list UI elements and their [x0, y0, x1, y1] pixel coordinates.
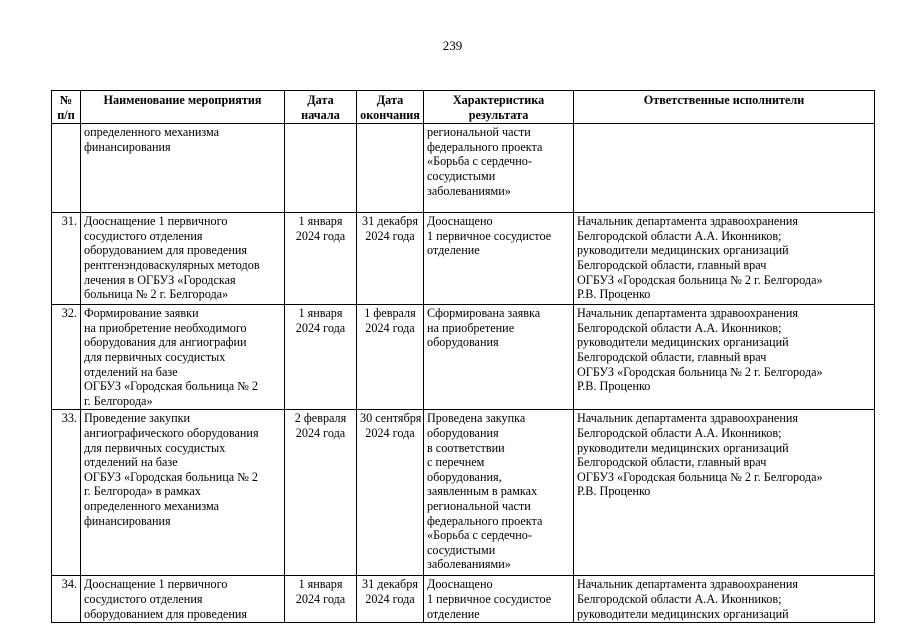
text-line: результата — [468, 107, 529, 122]
text-line: Белгородской области, главный врач — [577, 349, 767, 364]
text-line: 2024 года — [365, 320, 415, 335]
text-line: 2024 года — [295, 591, 346, 606]
text-line: п/п — [57, 107, 75, 122]
result-cell — [424, 410, 574, 576]
text-line: окончания — [360, 107, 420, 122]
text-line: 30 сентября — [360, 411, 422, 426]
responsible-cell — [574, 576, 875, 623]
text-line: Дооснащение 1 первичного — [84, 577, 228, 592]
text-line: финансирования — [84, 139, 171, 154]
text-line: на приобретение — [427, 320, 515, 335]
text-line: федерального проекта — [427, 513, 543, 528]
header-end-date — [357, 91, 424, 124]
text-line: лечения в ОГБУЗ «Городская — [84, 272, 236, 287]
text-line: 1 января — [298, 214, 343, 229]
text-line: 2024 года — [295, 425, 346, 440]
table-body — [52, 124, 875, 623]
end-date-cell — [357, 305, 424, 410]
start-date-cell — [285, 410, 357, 576]
text-line: оборудованием для проведения — [84, 606, 247, 621]
table-row — [52, 213, 875, 305]
text-line: 31 декабря — [362, 214, 418, 229]
text-line: для первичных сосудистых — [84, 440, 226, 455]
text-line: Белгородской области А.А. Иконников; — [577, 425, 782, 440]
text-line: Белгородской области А.А. Иконников; — [577, 320, 782, 335]
activity-name-cell — [81, 213, 285, 305]
text-line: для первичных сосудистых — [84, 349, 226, 364]
text-line: финансирования — [84, 513, 171, 528]
text-line: региональной части — [427, 125, 531, 140]
text-line: Белгородской области А.А. Иконников; — [577, 228, 782, 243]
text-line: Начальник департамента здравоохранения — [577, 577, 798, 592]
table-row — [52, 576, 875, 623]
activity-name-cell — [81, 576, 285, 623]
text-line: Дата — [376, 93, 404, 107]
text-line: 2024 года — [295, 228, 346, 243]
text-line: Начальник департамента здравоохранения — [577, 306, 798, 321]
text-line: отделений на базе — [84, 364, 178, 379]
text-line: заболеваниями» — [427, 557, 511, 572]
start-date-cell — [285, 305, 357, 410]
text-line: Р.В. Проценко — [577, 287, 651, 302]
text-line: рентгенэндоваскулярных методов — [84, 257, 260, 272]
text-line: Р.В. Проценко — [577, 484, 651, 499]
text-line: Дооснащено — [427, 577, 493, 592]
text-line: руководители медицинских организаций — [577, 335, 789, 350]
text-line: сосудистого отделения — [84, 591, 203, 606]
text-line: г. Белгорода» — [84, 393, 153, 408]
text-line: Проведена закупка — [427, 411, 526, 426]
text-line: 2024 года — [365, 591, 415, 606]
text-line: сосудистыми — [427, 168, 496, 183]
text-line: в соответствии — [427, 440, 505, 455]
text-line: Наименование мероприятия — [103, 93, 262, 107]
text-line: руководители медицинских организаций — [577, 440, 789, 455]
start-date-cell — [285, 576, 357, 623]
text-line: 2024 года — [365, 425, 415, 440]
end-date-cell — [357, 576, 424, 623]
table-row — [52, 410, 875, 576]
row-number: 33. — [52, 410, 81, 576]
text-line: Сформирована заявка — [427, 306, 541, 321]
text-line: сосудистыми — [427, 542, 496, 557]
text-line: на приобретение необходимого — [84, 320, 247, 335]
text-line: Белгородской области А.А. Иконников; — [577, 591, 782, 606]
end-date-cell — [357, 124, 424, 213]
text-line: 1 первичное сосудистое — [427, 228, 552, 243]
text-line: заболеваниями» — [427, 183, 511, 198]
text-line: заявленным в рамках — [427, 484, 538, 499]
result-cell — [424, 576, 574, 623]
text-line: больница № 2 г. Белгорода» — [84, 287, 229, 302]
text-line: оборудования для ангиографии — [84, 335, 247, 350]
row-number: 31. — [52, 213, 81, 305]
text-line: 2024 года — [365, 228, 415, 243]
text-line: Р.В. Проценко — [577, 379, 651, 394]
text-line: федерального проекта — [427, 139, 543, 154]
text-line: 2024 года — [295, 320, 346, 335]
text-line: оборудования — [427, 335, 499, 350]
table-row — [52, 305, 875, 410]
activity-name-cell — [81, 305, 285, 410]
text-line: 1 первичное сосудистое — [427, 591, 552, 606]
text-line: 1 февраля — [364, 306, 416, 321]
activity-name-cell — [81, 410, 285, 576]
text-line: отделение — [427, 606, 480, 621]
start-date-cell — [285, 213, 357, 305]
row-number: 34. — [52, 576, 81, 623]
header-responsible — [574, 91, 875, 124]
text-line: «Борьба с сердечно- — [427, 154, 532, 169]
text-line: оборудования, — [427, 469, 502, 484]
text-line: Белгородской области, главный врач — [577, 455, 767, 470]
text-line: Белгородской области, главный врач — [577, 257, 767, 272]
text-line: Характеристика — [452, 93, 545, 107]
activity-name-cell — [81, 124, 285, 213]
text-line: ОГБУЗ «Городская больница № 2 — [84, 469, 259, 484]
text-line: с перечнем — [427, 455, 485, 470]
text-line: 1 января — [298, 577, 343, 592]
text-line: оборудования — [427, 425, 499, 440]
responsible-cell — [574, 305, 875, 410]
header-name — [81, 91, 285, 124]
text-line: ОГБУЗ «Городская больница № 2 — [84, 379, 259, 394]
text-line: ангиографического оборудования — [84, 425, 259, 440]
text-line: Начальник департамента здравоохранения — [577, 214, 798, 229]
text-line: «Борьба с сердечно- — [427, 528, 532, 543]
text-line: определенного механизма — [84, 125, 220, 140]
text-line: Начальник департамента здравоохранения — [577, 411, 798, 426]
result-cell — [424, 124, 574, 213]
text-line: 31 декабря — [362, 577, 418, 592]
start-date-cell — [285, 124, 357, 213]
text-line: Формирование заявки — [84, 306, 199, 321]
text-line: определенного механизма — [84, 498, 220, 513]
text-line: отделение — [427, 243, 480, 258]
text-line: Проведение закупки — [84, 411, 191, 426]
text-line: ОГБУЗ «Городская больница № 2 г. Белгорода» — [577, 272, 823, 287]
text-line: Дооснащено — [427, 214, 493, 229]
text-line: 1 января — [298, 306, 343, 321]
text-line: сосудистого отделения — [84, 228, 203, 243]
text-line: № — [59, 93, 73, 107]
text-line: Дата — [307, 93, 334, 107]
header-start-date — [285, 91, 357, 124]
activities-table — [51, 90, 875, 623]
text-line: оборудованием для проведения — [84, 243, 247, 258]
row-number: 32. — [52, 305, 81, 410]
end-date-cell — [357, 213, 424, 305]
result-cell — [424, 213, 574, 305]
end-date-cell — [357, 410, 424, 576]
text-line: г. Белгорода» в рамках — [84, 484, 201, 499]
text-line: региональной части — [427, 498, 531, 513]
row-number — [52, 124, 81, 213]
text-line: ОГБУЗ «Городская больница № 2 г. Белгорода» — [577, 364, 823, 379]
table-header-row — [52, 91, 875, 124]
text-line: ОГБУЗ «Городская больница № 2 г. Белгорода» — [577, 469, 823, 484]
page-number: 239 — [442, 38, 463, 53]
text-line: Ответственные исполнители — [643, 93, 805, 107]
header-result — [424, 91, 574, 124]
responsible-cell — [574, 124, 875, 213]
text-line: начала — [301, 107, 340, 122]
text-line: руководители медицинских организаций — [577, 243, 789, 258]
responsible-cell — [574, 410, 875, 576]
table-row — [52, 124, 875, 213]
text-line: отделений на базе — [84, 455, 178, 470]
result-cell — [424, 305, 574, 410]
text-line: руководители медицинских организаций — [577, 606, 789, 621]
responsible-cell — [574, 213, 875, 305]
text-line: Дооснащение 1 первичного — [84, 214, 228, 229]
text-line: 2 февраля — [294, 411, 347, 426]
header-num — [52, 91, 81, 124]
